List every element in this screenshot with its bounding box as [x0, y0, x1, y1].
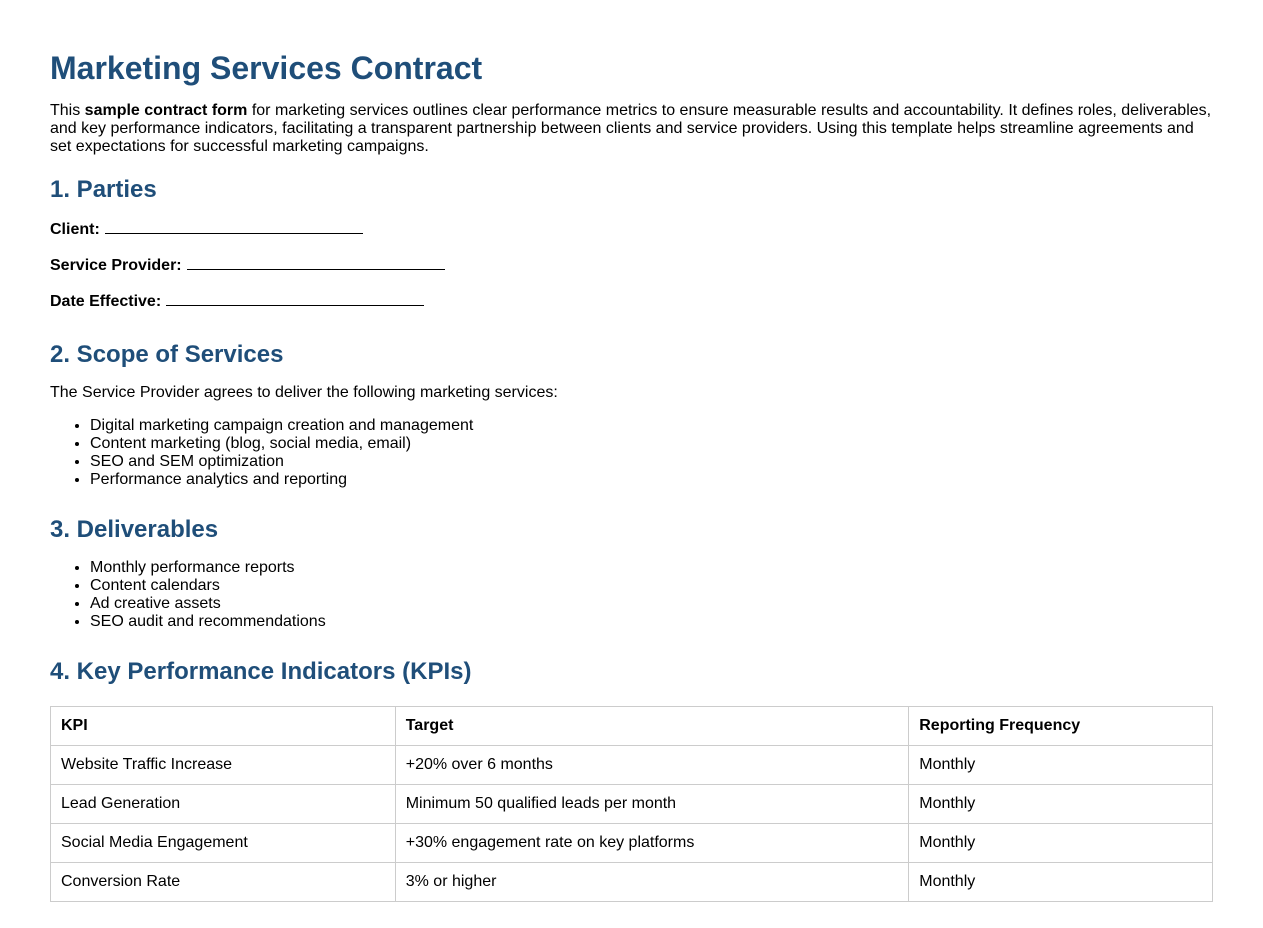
- table-header-row: [51, 707, 1213, 746]
- list-item: • SEO audit and recommendations: [90, 613, 1213, 631]
- date-effective-field: [50, 291, 1213, 311]
- intro-paragraph: [50, 102, 1213, 156]
- list-item: • Digital marketing campaign creation and management: [90, 417, 1213, 435]
- deliverables-list: [50, 559, 1213, 631]
- table-cell: +20% over 6 months: [395, 746, 909, 785]
- client-blank-line[interactable]: [105, 219, 363, 234]
- table-cell: Lead Generation: [51, 785, 396, 824]
- scope-list: [50, 417, 1213, 489]
- intro-prefix: This: [50, 102, 85, 119]
- client-field: [50, 219, 1213, 239]
- service-provider-blank-line[interactable]: [187, 255, 445, 270]
- column-header-frequency: Reporting Frequency: [909, 707, 1213, 746]
- column-header-kpi: KPI: [51, 707, 396, 746]
- list-item: • Content calendars: [90, 577, 1213, 595]
- table-row: [51, 785, 1213, 824]
- table-row: [51, 824, 1213, 863]
- table-cell: Social Media Engagement: [51, 824, 396, 863]
- table-cell: +30% engagement rate on key platforms: [395, 824, 909, 863]
- section-heading-kpis: 4. Key Performance Indicators (KPIs): [50, 658, 472, 685]
- table-cell: Monthly: [909, 863, 1213, 902]
- intro-bold: sample contract form: [84, 102, 248, 119]
- section-heading-parties: 1. Parties: [50, 176, 157, 203]
- list-item: • Monthly performance reports: [90, 559, 1213, 577]
- table-cell: 3% or higher: [395, 863, 909, 902]
- service-provider-field: [50, 255, 1213, 275]
- list-item: • Performance analytics and reporting: [90, 471, 1213, 489]
- client-label: Client:: [50, 221, 100, 238]
- table-cell: Conversion Rate: [51, 863, 396, 902]
- intro-suffix: for marketing services outlines clear performance metrics to ensure measurable results and accountability. It defines roles, deliverables, and key performance indicators, facilitating a transparent partnership between clients and service providers. Using this template helps streamline agreements and set expectations for successful marketing campaigns.: [50, 102, 1212, 155]
- column-header-target: Target: [395, 707, 909, 746]
- list-item: • Content marketing (blog, social media, email): [90, 435, 1213, 453]
- table-cell: Website Traffic Increase: [51, 746, 396, 785]
- service-provider-label: Service Provider:: [50, 257, 182, 274]
- table-cell: Monthly: [909, 785, 1213, 824]
- date-effective-label: Date Effective:: [50, 293, 162, 310]
- table-row: [51, 863, 1213, 902]
- table-cell: Monthly: [909, 824, 1213, 863]
- date-effective-blank-line[interactable]: [166, 291, 424, 306]
- table-row: [51, 746, 1213, 785]
- table-cell: Minimum 50 qualified leads per month: [395, 785, 909, 824]
- section-heading-scope: 2. Scope of Services: [50, 341, 284, 368]
- scope-lead-text: The Service Provider agrees to deliver the following marketing services:: [50, 384, 558, 401]
- table-cell: Monthly: [909, 746, 1213, 785]
- kpi-table: [50, 706, 1213, 902]
- list-item: • SEO and SEM optimization: [90, 453, 1213, 471]
- page-title: Marketing Services Contract: [50, 50, 483, 86]
- list-item: • Ad creative assets: [90, 595, 1213, 613]
- section-heading-deliverables: 3. Deliverables: [50, 516, 219, 543]
